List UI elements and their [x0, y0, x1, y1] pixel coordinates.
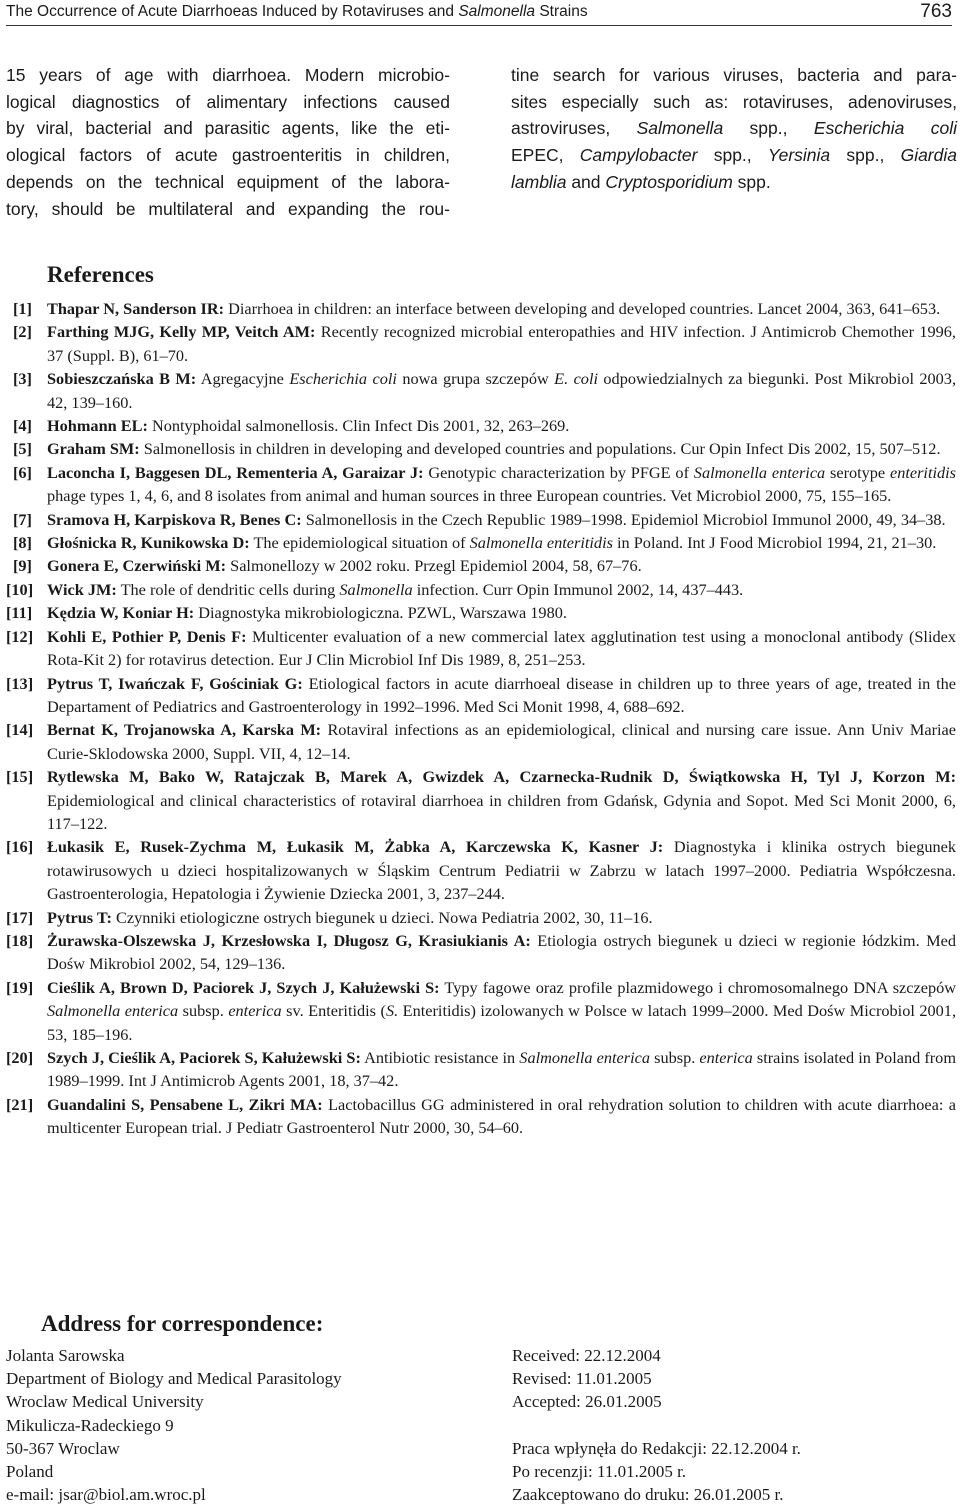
body-column-right — [511, 62, 957, 196]
reference-item: [6] Laconcha I, Baggesen DL, Rementeria A, Garaizar J: Genotypic characterization by PFGE of Salmonella enterica serotype enteritidis phage types 1, 4, 6, and 8 isolates from animal and human sources in three European countries. Vet Microbiol 2000, 75, 155–165. — [13, 462, 956, 506]
page-number: 763 — [920, 1, 952, 22]
reference-item: [19] Cieślik A, Brown D, Paciorek J, Szych J, Kałużewski S: Typy fagowe oraz profile plazmidowego i chromosomalnego DNA szczepów Salmonella enterica subsp. enterica sv. Enteritidis (S. Enteritidis) izolowanych w Polsce w latach 1999–2000. Med Dośw Microbiol 2001, 53, 185–196. — [6, 977, 957, 1044]
po-recenzji-date: Po recenzji: 11.01.2005 r. — [512, 1462, 687, 1481]
address-line: Department of Biology and Medical Parasitology — [6, 1369, 342, 1389]
address-line: Jolanta Sarowska — [6, 1346, 125, 1365]
praca-date: Praca wpłynęła do Redakcji: 22.12.2004 r. — [512, 1438, 801, 1458]
spacer — [512, 1414, 801, 1437]
reference-item: [2] Farthing MJG, Kelly MP, Veitch AM: Recently recognized microbial enteropathies and HIV infection. J Antimicrob Chemother 1996, 37 (Suppl. B), 61–70. — [13, 322, 956, 365]
body-line: depends on the technical equipment of the labora- — [6, 171, 450, 192]
reference-item: [1] Thapar N, Sanderson IR: Diarrhoea in children: an interface between developing and developed countries. Lancet 2004, 363, 641–653. — [13, 299, 941, 318]
running-header — [6, 0, 952, 26]
reference-list — [0, 297, 960, 1140]
reference-item: [18] Żurawska-Olszewska J, Krzesłowska I, Długosz G, Krasiukianis A: Etiologia ostrych biegunek u dzieci w regionie łódzkim. Med Dośw Mikrobiol 2002, 54, 129–136. — [6, 930, 956, 974]
reference-item: [21] Guandalini S, Pensabene L, Zikri MA: Lactobacillus GG administered in oral rehydration solution to children with acute diarrhoea: a multicenter European trial. J Pediatr Gastroenterol Nutr 2000, 30, 54–60. — [6, 1094, 956, 1138]
accepted-date: Accepted: 26.01.2005 — [512, 1392, 662, 1412]
body-line: by viral, bacterial and parasitic agents, like the eti- — [6, 118, 450, 139]
body-line: astroviruses, Salmonella spp., Escherichia coli — [511, 118, 957, 139]
reference-item: [20] Szych J, Cieślik A, Paciorek S, Kałużewski S: Antibiotic resistance in Salmonella enterica subsp. enterica strains isolated in Poland from 1989–1999. Int J Antimicrob Agents 2001, 18, 37–42. — [6, 1048, 956, 1091]
correspondence-address — [6, 1344, 342, 1506]
body-line: tory, should be multilateral and expanding the rou- — [6, 198, 450, 219]
body-line: 15 years of age with diarrhoea. Modern microbio- — [6, 65, 450, 85]
reference-item: [13] Pytrus T, Iwańczak F, Gościniak G: Etiological factors in acute diarrhoeal disease in children up to three years of age, treated in the Departament of Pediatrics and Gastroenterology in 1992–1996. Med Sci Monit 1998, 4, 688–692. — [6, 673, 956, 716]
body-column-left — [6, 62, 450, 222]
address-line: Wroclaw Medical University — [6, 1392, 204, 1412]
reference-item: [10] Wick JM: The role of dendritic cells during Salmonella infection. Curr Opin Immunol 2002, 14, 437–443. — [6, 579, 744, 599]
reference-item: [14] Bernat K, Trojanowska A, Karska M: Rotaviral infections as an epidemiological, clinical and nursing care issue. Ann Univ Mariae Curie-Sklodowska 2000, Suppl. VII, 4, 12–14. — [6, 720, 956, 763]
body-line: EPEC, Campylobacter spp., Yersinia spp., Giardia — [511, 145, 957, 166]
reference-item: [3] Sobieszczańska B M: Agregacyjne Escherichia coli nowa grupa szczepów E. coli odpowiedzialnych za biegunki. Post Mikrobiol 2003, 42, 139–160. — [13, 369, 957, 412]
reference-item: [17] Pytrus T: Czynniki etiologiczne ostrych biegunek u dzieci. Nowa Pediatria 2002, 30, 11–16. — [6, 907, 653, 927]
correspondence-heading: Address for correspondence: — [41, 1311, 324, 1336]
zaakceptowano-date: Zaakceptowano do druku: 26.01.2005 r. — [512, 1485, 784, 1505]
reference-item: [15] Rytlewska M, Bako W, Ratajczak B, Marek A, Gwizdek A, Czarnecka-Rudnik D, Świątkowska H, Tyl J, Korzon M: Epidemiological and clinical characteristics of rotaviral diarrhoea in children from Gdańsk, Gdynia and Sopot. Med Sci Monit 2000, 6, 117–122. — [6, 767, 956, 833]
body-line: tine search for various viruses, bacteria and para- — [511, 65, 957, 85]
running-title: The Occurrence of Acute Diarrhoeas Induced by Rotaviruses and Salmonella Strains — [6, 3, 588, 20]
email-address: e-mail: jsar@biol.am.wroc.pl — [6, 1485, 206, 1505]
body-line: ological factors of acute gastroenteritis in children, — [6, 145, 450, 166]
submission-dates — [512, 1344, 801, 1506]
reference-item: [11] Kędzia W, Koniar H: Diagnostyka mikrobiologiczna. PZWL, Warszawa 1980. — [6, 603, 567, 623]
reference-item: [7] Sramova H, Karpiskova R, Benes C: Salmonellosis in the Czech Republic 1989–1998. Epidemiol Microbiol Immunol 2000, 49, 34–38. — [13, 509, 946, 529]
reference-item: [12] Kohli E, Pothier P, Denis F: Multicenter evaluation of a new commercial latex agglutination test using a monoclonal antibody (Slidex Rota-Kit 2) for rotavirus detection. Eur J Clin Microbiol Inf Dis 1989, 8, 251–253. — [6, 626, 956, 670]
reference-item: [16] Łukasik E, Rusek-Zychma M, Łukasik M, Żabka A, Karczewska K, Kasner J: Diagnostyka i klinika ostrych biegunek rotawirusowych u dzieci hospitalizowanych w Śląskim Centrum Pediatrii w Zabrzu w latach 1997–2000. Pediatria Współczesna. Gastroenterologia, Hepatologia i Żywienie Dziecka 2001, 3, 237–244. — [6, 837, 956, 904]
address-line: Mikulicza-Radeckiego 9 — [6, 1415, 174, 1435]
revised-date: Revised: 11.01.2005 — [512, 1369, 652, 1389]
reference-item: [9] Gonera E, Czerwiński M: Salmonellozy w 2002 roku. Przegl Epidemiol 2004, 58, 67–76. — [13, 556, 642, 576]
body-line: sites especially such as: rotaviruses, adenoviruses, — [511, 91, 957, 112]
body-line: lamblia and Cryptosporidium spp. — [511, 171, 771, 192]
reference-item: [8] Głośnicka R, Kunikowska D: The epidemiological situation of Salmonella enteritidis in Poland. Int J Food Microbiol 1994, 21, 21–30. — [13, 533, 937, 553]
address-line: 50-367 Wroclaw — [6, 1438, 120, 1458]
received-date: Received: 22.12.2004 — [512, 1346, 661, 1365]
references-heading: References — [47, 262, 154, 287]
reference-item: [5] Graham SM: Salmonellosis in children in developing and developed countries and populations. Cur Opin Infect Dis 2002, 15, 507–512. — [13, 439, 941, 459]
body-line: logical diagnostics of alimentary infections caused — [6, 91, 450, 112]
reference-item: [4] Hohmann EL: Nontyphoidal salmonellosis. Clin Infect Dis 2001, 32, 263–269. — [13, 416, 570, 436]
address-line: Poland — [6, 1462, 54, 1482]
